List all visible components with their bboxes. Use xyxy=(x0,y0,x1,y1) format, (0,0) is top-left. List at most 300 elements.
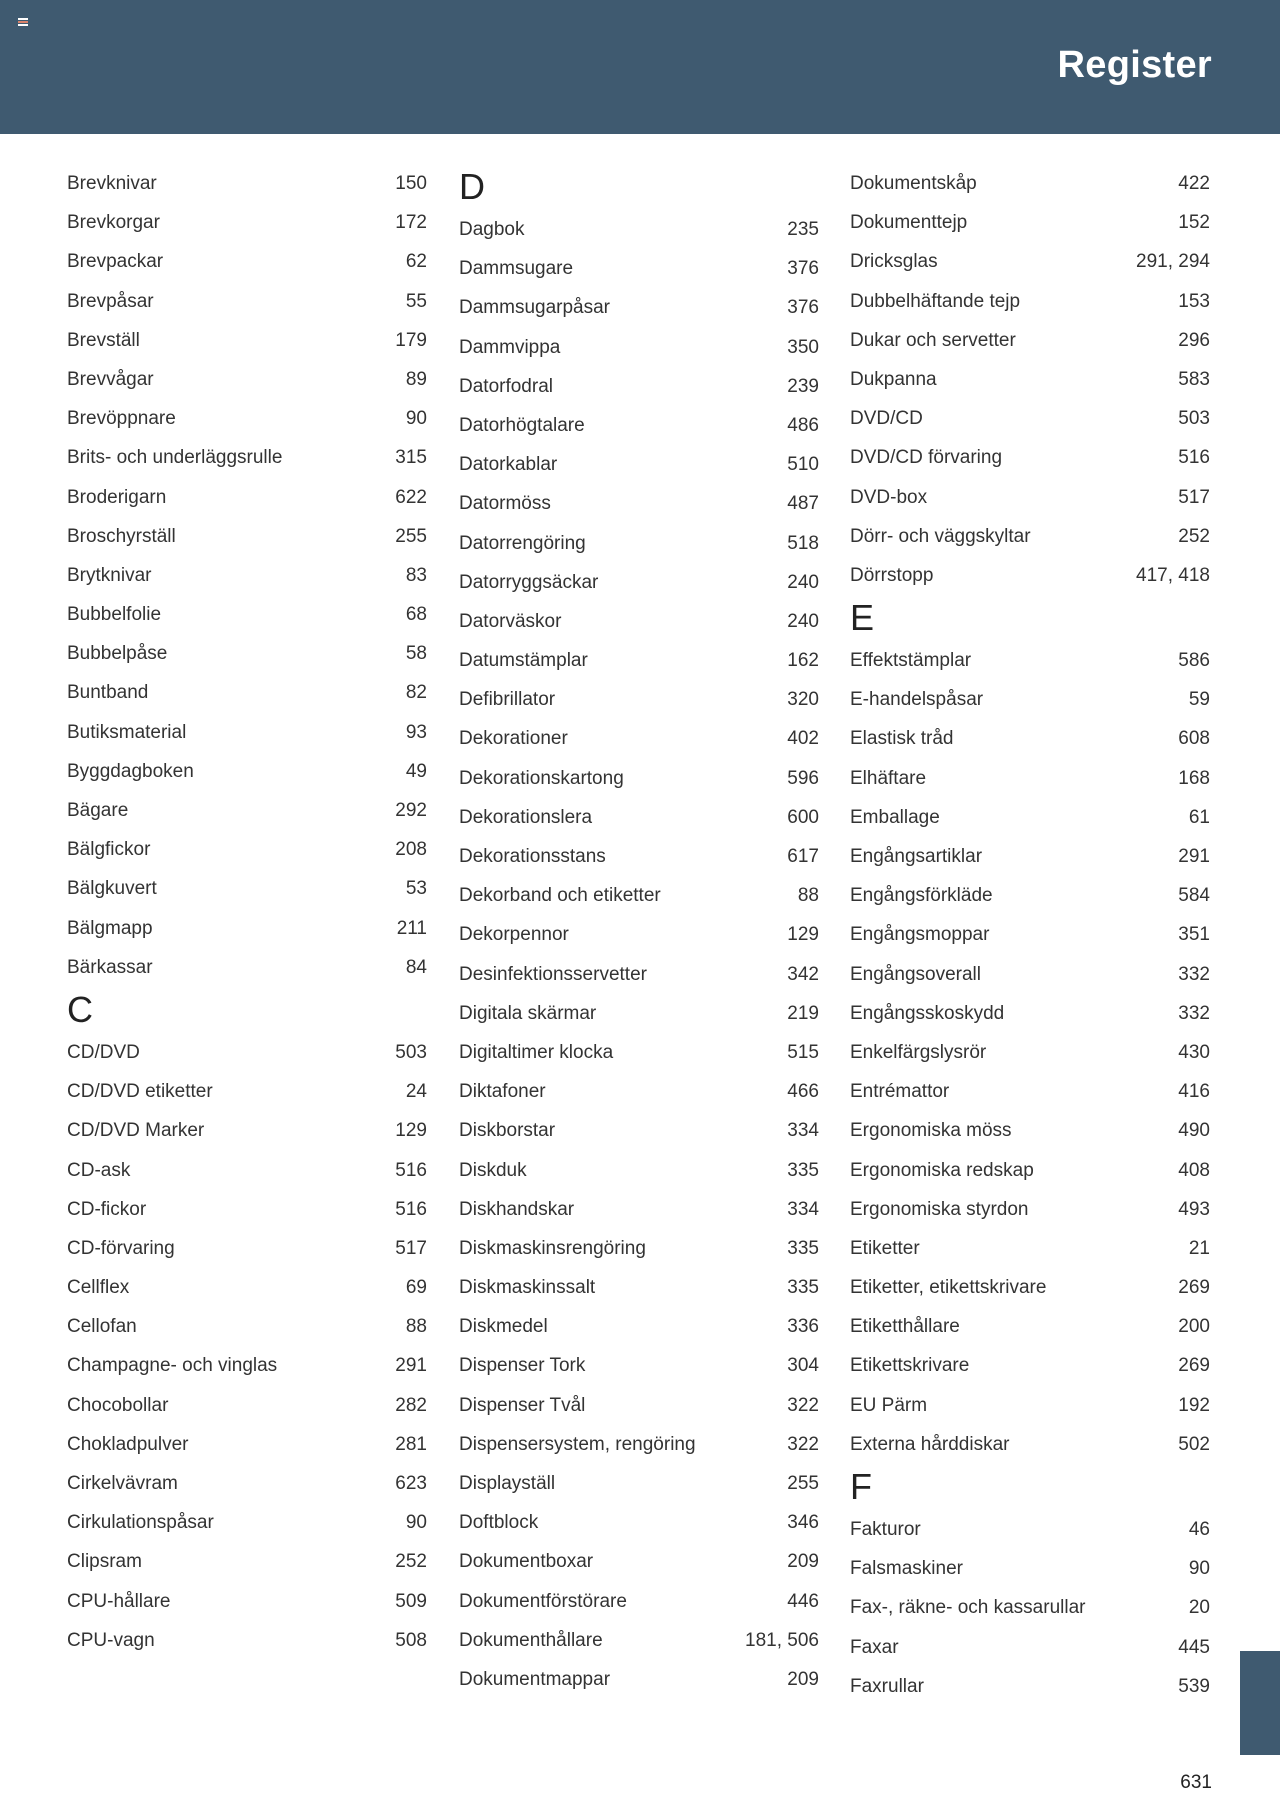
index-page-ref: 291 xyxy=(395,1355,427,1377)
index-page-ref: 417, 418 xyxy=(1136,564,1210,586)
index-entry[interactable] xyxy=(459,798,819,837)
index-entry[interactable] xyxy=(459,1542,819,1581)
index-entry[interactable] xyxy=(67,830,427,869)
index-entry[interactable] xyxy=(459,1660,819,1699)
index-term: Bärkassar xyxy=(67,956,153,978)
index-term: CD-fickor xyxy=(67,1198,147,1220)
index-page-ref: 255 xyxy=(787,1473,819,1494)
menu-icon[interactable] xyxy=(18,18,28,26)
index-page-ref: 129 xyxy=(787,924,819,946)
index-entry[interactable] xyxy=(850,1386,1210,1425)
index-page-ref: 617 xyxy=(787,846,819,867)
index-term: Fax-, räkne- och kassarullar xyxy=(850,1597,1086,1619)
index-entry[interactable] xyxy=(850,1425,1210,1464)
index-term: Dispenser Tork xyxy=(459,1355,586,1377)
index-page-ref: 53 xyxy=(405,878,427,900)
index-term: Bubbelpåse xyxy=(67,643,168,665)
index-term: Displayställ xyxy=(459,1473,556,1494)
index-page-ref: 150 xyxy=(395,173,427,194)
index-page-ref: 335 xyxy=(787,1277,819,1299)
index-entry[interactable] xyxy=(459,210,819,249)
index-page-ref: 219 xyxy=(787,1002,819,1024)
index-entry[interactable] xyxy=(459,994,819,1033)
index-page-ref: 181, 506 xyxy=(745,1629,819,1651)
index-term: Cellofan xyxy=(67,1316,137,1338)
index-entry[interactable] xyxy=(67,1503,427,1542)
index-term: Desinfektionsservetter xyxy=(459,963,647,985)
index-entry[interactable] xyxy=(67,203,427,242)
index-term: Diskduk xyxy=(459,1159,527,1181)
index-term: CD/DVD xyxy=(67,1041,140,1063)
index-entry[interactable] xyxy=(459,484,819,523)
index-entry[interactable] xyxy=(67,478,427,517)
index-entry[interactable] xyxy=(67,1386,427,1425)
index-entry[interactable] xyxy=(459,876,819,915)
index-entry[interactable] xyxy=(459,563,819,602)
index-entry[interactable] xyxy=(459,1621,819,1660)
index-term: Diskborstar xyxy=(459,1120,556,1142)
index-term: Dokumenttejp xyxy=(850,212,968,234)
index-term: Brevöppnare xyxy=(67,408,176,430)
index-page-ref: 211 xyxy=(396,917,427,939)
index-term: Dörrstopp xyxy=(850,564,934,586)
index-term: EU Pärm xyxy=(850,1394,928,1416)
index-term: Elastisk tråd xyxy=(850,728,954,750)
index-page-ref: 408 xyxy=(1178,1159,1210,1181)
index-entry[interactable] xyxy=(850,1072,1210,1111)
index-term: Brits- och underläggsrulle xyxy=(67,447,283,469)
index-page-ref: 179 xyxy=(395,329,427,351)
index-term: Buntband xyxy=(67,682,149,704)
index-term: Diskmaskinsrengöring xyxy=(459,1237,646,1259)
index-term: Faxar xyxy=(850,1636,899,1658)
index-entry[interactable] xyxy=(459,915,819,954)
index-page-ref: 55 xyxy=(405,290,427,312)
index-page-ref: 350 xyxy=(787,336,819,358)
index-page-ref: 486 xyxy=(787,414,819,436)
index-page-ref: 416 xyxy=(1178,1081,1210,1103)
index-page-ref: 240 xyxy=(787,571,819,593)
index-entry[interactable] xyxy=(459,680,819,719)
index-entry[interactable] xyxy=(850,759,1210,798)
index-entry[interactable] xyxy=(850,876,1210,915)
index-term: Falsmaskiner xyxy=(850,1558,963,1580)
index-entry[interactable] xyxy=(67,242,427,281)
index-entry[interactable] xyxy=(459,1151,819,1190)
index-term: Dekorpennor xyxy=(459,924,569,946)
index-page-ref: 503 xyxy=(395,1041,427,1063)
index-entry[interactable] xyxy=(67,438,427,477)
index-page-ref: 88 xyxy=(797,885,819,907)
index-term: Diskmaskinssalt xyxy=(459,1277,596,1299)
index-page-ref: 269 xyxy=(1178,1355,1210,1377)
index-page-ref: 466 xyxy=(787,1081,819,1103)
index-page-ref: 24 xyxy=(405,1081,427,1103)
index-entry[interactable] xyxy=(850,1229,1210,1268)
index-letter-heading: E xyxy=(850,597,875,639)
index-term: Bägare xyxy=(67,800,129,821)
index-entry[interactable] xyxy=(850,955,1210,994)
index-term: Dricksglas xyxy=(850,251,938,273)
index-entry[interactable] xyxy=(850,478,1210,517)
index-entry[interactable] xyxy=(459,328,819,367)
index-page-ref: 315 xyxy=(395,447,427,469)
index-page-ref: 516 xyxy=(1178,447,1210,469)
index-term: CD-förvaring xyxy=(67,1237,175,1259)
index-entry[interactable] xyxy=(459,1072,819,1111)
index-entry[interactable] xyxy=(850,360,1210,399)
index-entry[interactable] xyxy=(850,242,1210,281)
index-page-ref: 129 xyxy=(395,1120,427,1142)
index-entry[interactable] xyxy=(67,1621,427,1660)
index-entry[interactable] xyxy=(67,282,427,321)
index-term: Brevpackar xyxy=(67,251,164,273)
index-term: Enkelfärgslysrör xyxy=(850,1041,987,1063)
index-entry[interactable] xyxy=(67,399,427,438)
index-term: Brevställ xyxy=(67,329,140,351)
index-term: Fakturor xyxy=(850,1519,921,1540)
index-page-ref: 402 xyxy=(787,728,819,750)
index-term: Broschyrställ xyxy=(67,525,176,547)
index-term: Dekorationslera xyxy=(459,806,593,828)
index-page-ref: 58 xyxy=(405,643,427,665)
index-term: Chocobollar xyxy=(67,1394,169,1416)
index-entry[interactable] xyxy=(67,948,427,987)
index-entry[interactable] xyxy=(850,517,1210,556)
index-page-ref: 586 xyxy=(1178,650,1210,672)
index-entry[interactable] xyxy=(850,1307,1210,1346)
index-entry[interactable] xyxy=(459,1346,819,1385)
index-term: Cirkulationspåsar xyxy=(67,1512,214,1534)
index-entry[interactable] xyxy=(67,713,427,752)
index-entry[interactable] xyxy=(459,406,819,445)
index-entry[interactable] xyxy=(67,164,427,203)
index-page-ref: 209 xyxy=(787,1551,819,1573)
index-page-ref: 503 xyxy=(1178,408,1210,430)
index-term: Datorfodral xyxy=(459,375,553,397)
index-term: Datorhögtalare xyxy=(459,414,585,436)
index-entry[interactable] xyxy=(67,1582,427,1621)
index-page-ref: 209 xyxy=(787,1668,819,1690)
index-page-ref: 304 xyxy=(787,1355,819,1377)
index-entry[interactable] xyxy=(67,595,427,634)
index-entry[interactable] xyxy=(850,1588,1210,1627)
index-term: Dammsugarpåsar xyxy=(459,297,610,319)
index-entry[interactable] xyxy=(850,1628,1210,1667)
index-term: Diskhandskar xyxy=(459,1198,575,1220)
index-entry[interactable] xyxy=(850,641,1210,680)
index-page-ref: 192 xyxy=(1178,1394,1210,1416)
index-term: Emballage xyxy=(850,806,940,828)
index-column-2 xyxy=(459,164,819,1699)
index-entry[interactable] xyxy=(67,1542,427,1581)
index-entry[interactable] xyxy=(459,1190,819,1229)
index-entry[interactable] xyxy=(67,673,427,712)
index-entry[interactable] xyxy=(67,1111,427,1150)
index-entry[interactable] xyxy=(67,869,427,908)
index-term: Datorrengöring xyxy=(459,532,586,554)
index-page-ref: 88 xyxy=(405,1316,427,1338)
index-term: Datumstämplar xyxy=(459,650,588,672)
index-page-ref: 84 xyxy=(405,956,427,978)
index-entry[interactable] xyxy=(67,1268,427,1307)
index-term: Ergonomiska styrdon xyxy=(850,1198,1029,1220)
index-page-ref: 20 xyxy=(1188,1597,1210,1619)
index-term: Etiketthållare xyxy=(850,1316,960,1338)
index-entry[interactable] xyxy=(850,1549,1210,1588)
index-term: Dammvippa xyxy=(459,336,561,358)
index-entry[interactable] xyxy=(459,445,819,484)
index-entry[interactable] xyxy=(850,680,1210,719)
index-entry[interactable] xyxy=(850,719,1210,758)
index-entry[interactable] xyxy=(67,1425,427,1464)
index-term: Dagbok xyxy=(459,219,525,240)
index-entry[interactable] xyxy=(459,955,819,994)
index-entry[interactable] xyxy=(67,1033,427,1072)
index-entry[interactable] xyxy=(67,1464,427,1503)
index-term: Bälgfickor xyxy=(67,839,151,861)
index-page-ref: 516 xyxy=(395,1159,427,1181)
index-entry[interactable] xyxy=(459,641,819,680)
index-page-ref: 68 xyxy=(405,604,427,626)
index-term: Clipsram xyxy=(67,1551,142,1573)
index-page-ref: 623 xyxy=(395,1473,427,1494)
index-entry[interactable] xyxy=(850,1033,1210,1072)
index-page-ref: 239 xyxy=(787,375,819,397)
index-page-ref: 422 xyxy=(1178,173,1210,194)
index-page-ref: 90 xyxy=(1188,1558,1210,1580)
index-term: Ergonomiska redskap xyxy=(850,1159,1034,1181)
index-entry[interactable] xyxy=(67,321,427,360)
index-page-ref: 335 xyxy=(787,1159,819,1181)
index-entry[interactable] xyxy=(459,1268,819,1307)
index-entry[interactable] xyxy=(67,360,427,399)
index-entry[interactable] xyxy=(67,634,427,673)
index-page-ref: 600 xyxy=(787,806,819,828)
index-page-ref: 517 xyxy=(395,1237,427,1259)
index-page-ref: 90 xyxy=(405,1512,427,1534)
index-term: CD/DVD Marker xyxy=(67,1120,205,1142)
index-term: DVD/CD xyxy=(850,408,923,430)
index-term: Digitala skärmar xyxy=(459,1002,597,1024)
index-term: Dörr- och väggskyltar xyxy=(850,525,1031,547)
index-entry[interactable] xyxy=(459,1229,819,1268)
index-term: Cirkelvävram xyxy=(67,1473,178,1494)
index-entry[interactable] xyxy=(850,282,1210,321)
index-entry[interactable] xyxy=(67,909,427,948)
index-entry[interactable] xyxy=(459,367,819,406)
index-term: CPU-hållare xyxy=(67,1590,171,1612)
index-page-ref: 281 xyxy=(395,1433,427,1455)
index-page-ref: 200 xyxy=(1178,1316,1210,1338)
index-term: Etiketter xyxy=(850,1237,920,1259)
index-term: Cellflex xyxy=(67,1277,130,1299)
index-term: Bälgmapp xyxy=(67,917,153,939)
index-page-ref: 89 xyxy=(405,368,427,390)
index-term: Dekorationer xyxy=(459,728,568,750)
index-entry[interactable] xyxy=(850,1111,1210,1150)
index-entry[interactable] xyxy=(459,1425,819,1464)
index-term: CD-ask xyxy=(67,1159,131,1181)
index-page-ref: 487 xyxy=(787,493,819,515)
index-entry[interactable] xyxy=(67,1307,427,1346)
index-page-ref: 240 xyxy=(787,610,819,632)
index-page-ref: 608 xyxy=(1178,728,1210,750)
index-entry[interactable] xyxy=(459,1307,819,1346)
index-entry[interactable] xyxy=(850,164,1210,203)
index-term: Entrémattor xyxy=(850,1081,950,1103)
index-entry[interactable] xyxy=(850,837,1210,876)
side-tab xyxy=(1240,1651,1280,1755)
index-page-ref: 162 xyxy=(787,650,819,672)
index-page-ref: 430 xyxy=(1178,1041,1210,1063)
index-page-ref: 334 xyxy=(787,1198,819,1220)
index-entry[interactable] xyxy=(850,1346,1210,1385)
index-entry[interactable] xyxy=(850,399,1210,438)
index-term: Diskmedel xyxy=(459,1316,548,1338)
index-term: Doftblock xyxy=(459,1512,539,1534)
index-term: Broderigarn xyxy=(67,486,167,508)
index-term: Chokladpulver xyxy=(67,1433,189,1455)
index-letter-heading: C xyxy=(67,988,93,1030)
index-term: Effektstämplar xyxy=(850,650,972,672)
index-letter-heading: F xyxy=(850,1466,872,1507)
index-page-ref: 351 xyxy=(1178,924,1210,946)
index-page-ref: 335 xyxy=(787,1237,819,1259)
index-term: Datorryggsäckar xyxy=(459,571,599,593)
index-page-ref: 152 xyxy=(1178,212,1210,234)
index-page-ref: 322 xyxy=(787,1433,819,1455)
index-entry[interactable] xyxy=(850,1268,1210,1307)
index-term: Engångsförkläde xyxy=(850,885,993,907)
index-entry[interactable] xyxy=(67,1072,427,1111)
index-page-ref: 291, 294 xyxy=(1136,251,1210,273)
index-entry[interactable] xyxy=(67,791,427,830)
index-entry[interactable] xyxy=(459,1033,819,1072)
index-page-ref: 346 xyxy=(787,1512,819,1534)
index-term: Dokumentmappar xyxy=(459,1668,611,1690)
index-page-ref: 61 xyxy=(1188,806,1210,828)
index-entry[interactable] xyxy=(459,1503,819,1542)
index-term: Etiketter, etikettskrivare xyxy=(850,1277,1047,1299)
index-page-ref: 446 xyxy=(787,1590,819,1612)
index-entry[interactable] xyxy=(459,1464,819,1503)
index-entry[interactable] xyxy=(459,1111,819,1150)
index-page-ref: 46 xyxy=(1188,1519,1210,1540)
index-page-ref: 518 xyxy=(787,532,819,554)
index-term: Etikettskrivare xyxy=(850,1355,970,1377)
index-term: Bälgkuvert xyxy=(67,878,157,900)
index-term: Dispensersystem, rengöring xyxy=(459,1433,696,1455)
index-entry[interactable] xyxy=(850,321,1210,360)
index-entry[interactable] xyxy=(850,1151,1210,1190)
index-term: Datorväskor xyxy=(459,610,562,632)
index-page-ref: 282 xyxy=(395,1394,427,1416)
index-entry[interactable] xyxy=(459,719,819,758)
index-page-ref: 320 xyxy=(787,689,819,711)
index-page-ref: 291 xyxy=(1178,846,1210,867)
index-column-3 xyxy=(850,164,1210,1706)
index-page-ref: 322 xyxy=(787,1394,819,1416)
index-entry[interactable] xyxy=(459,249,819,288)
index-entry[interactable] xyxy=(67,556,427,595)
index-page-ref: 516 xyxy=(395,1198,427,1220)
index-term: Brytknivar xyxy=(67,564,152,586)
index-term: Engångsartiklar xyxy=(850,846,983,867)
index-term: Dispenser Tvål xyxy=(459,1394,586,1416)
index-page-ref: 252 xyxy=(395,1551,427,1573)
index-entry[interactable] xyxy=(459,1582,819,1621)
header-bar xyxy=(0,0,1280,134)
index-page-ref: 336 xyxy=(787,1316,819,1338)
index-entry[interactable] xyxy=(850,556,1210,595)
index-page-ref: 49 xyxy=(405,760,427,782)
index-page-ref: 69 xyxy=(405,1277,427,1299)
index-letter-heading: D xyxy=(459,166,485,207)
index-entry[interactable] xyxy=(67,1229,427,1268)
index-page-ref: 376 xyxy=(787,297,819,319)
index-entry[interactable] xyxy=(459,602,819,641)
index-term: CD/DVD etiketter xyxy=(67,1081,213,1103)
index-entry[interactable] xyxy=(850,1510,1210,1549)
index-page-ref: 493 xyxy=(1178,1198,1210,1220)
index-term: DVD/CD förvaring xyxy=(850,447,1003,469)
index-entry[interactable] xyxy=(459,524,819,563)
index-entry[interactable] xyxy=(67,752,427,791)
index-page-ref: 622 xyxy=(395,486,427,508)
index-entry[interactable] xyxy=(459,759,819,798)
index-term: Diktafoner xyxy=(459,1081,546,1103)
index-entry[interactable] xyxy=(459,288,819,327)
index-entry[interactable] xyxy=(850,915,1210,954)
index-term: Byggdagboken xyxy=(67,760,194,782)
index-term: E-handelspåsar xyxy=(850,689,984,711)
index-page-ref: 59 xyxy=(1188,689,1210,711)
index-entry[interactable] xyxy=(850,994,1210,1033)
index-entry[interactable] xyxy=(67,1346,427,1385)
index-entry[interactable] xyxy=(67,517,427,556)
index-page-ref: 90 xyxy=(405,408,427,430)
index-page-ref: 93 xyxy=(405,721,427,743)
index-entry[interactable] xyxy=(850,1190,1210,1229)
index-page-ref: 83 xyxy=(405,564,427,586)
index-term: Engångsoverall xyxy=(850,963,981,985)
index-entry[interactable] xyxy=(459,837,819,876)
index-term: Bubbelfolie xyxy=(67,604,162,626)
index-entry[interactable] xyxy=(850,798,1210,837)
index-page-ref: 62 xyxy=(405,251,427,273)
index-entry[interactable] xyxy=(850,438,1210,477)
index-page-ref: 376 xyxy=(787,258,819,280)
index-page-ref: 235 xyxy=(787,219,819,240)
index-page-ref: 342 xyxy=(787,963,819,985)
index-entry[interactable] xyxy=(850,203,1210,242)
index-entry[interactable] xyxy=(459,1386,819,1425)
index-entry[interactable] xyxy=(850,1667,1210,1706)
index-entry[interactable] xyxy=(67,1151,427,1190)
index-term: Ergonomiska möss xyxy=(850,1120,1012,1142)
index-page-ref: 332 xyxy=(1178,963,1210,985)
index-page-ref: 252 xyxy=(1178,525,1210,547)
index-term: CPU-vagn xyxy=(67,1629,155,1651)
index-term: Champagne- och vinglas xyxy=(67,1355,278,1377)
index-page-ref: 508 xyxy=(395,1629,427,1651)
index-entry[interactable] xyxy=(67,1190,427,1229)
index-page-ref: 255 xyxy=(395,525,427,547)
index-term: Brevpåsar xyxy=(67,290,154,312)
index-page-ref: 172 xyxy=(395,212,427,234)
index-page-ref: 583 xyxy=(1178,368,1210,390)
